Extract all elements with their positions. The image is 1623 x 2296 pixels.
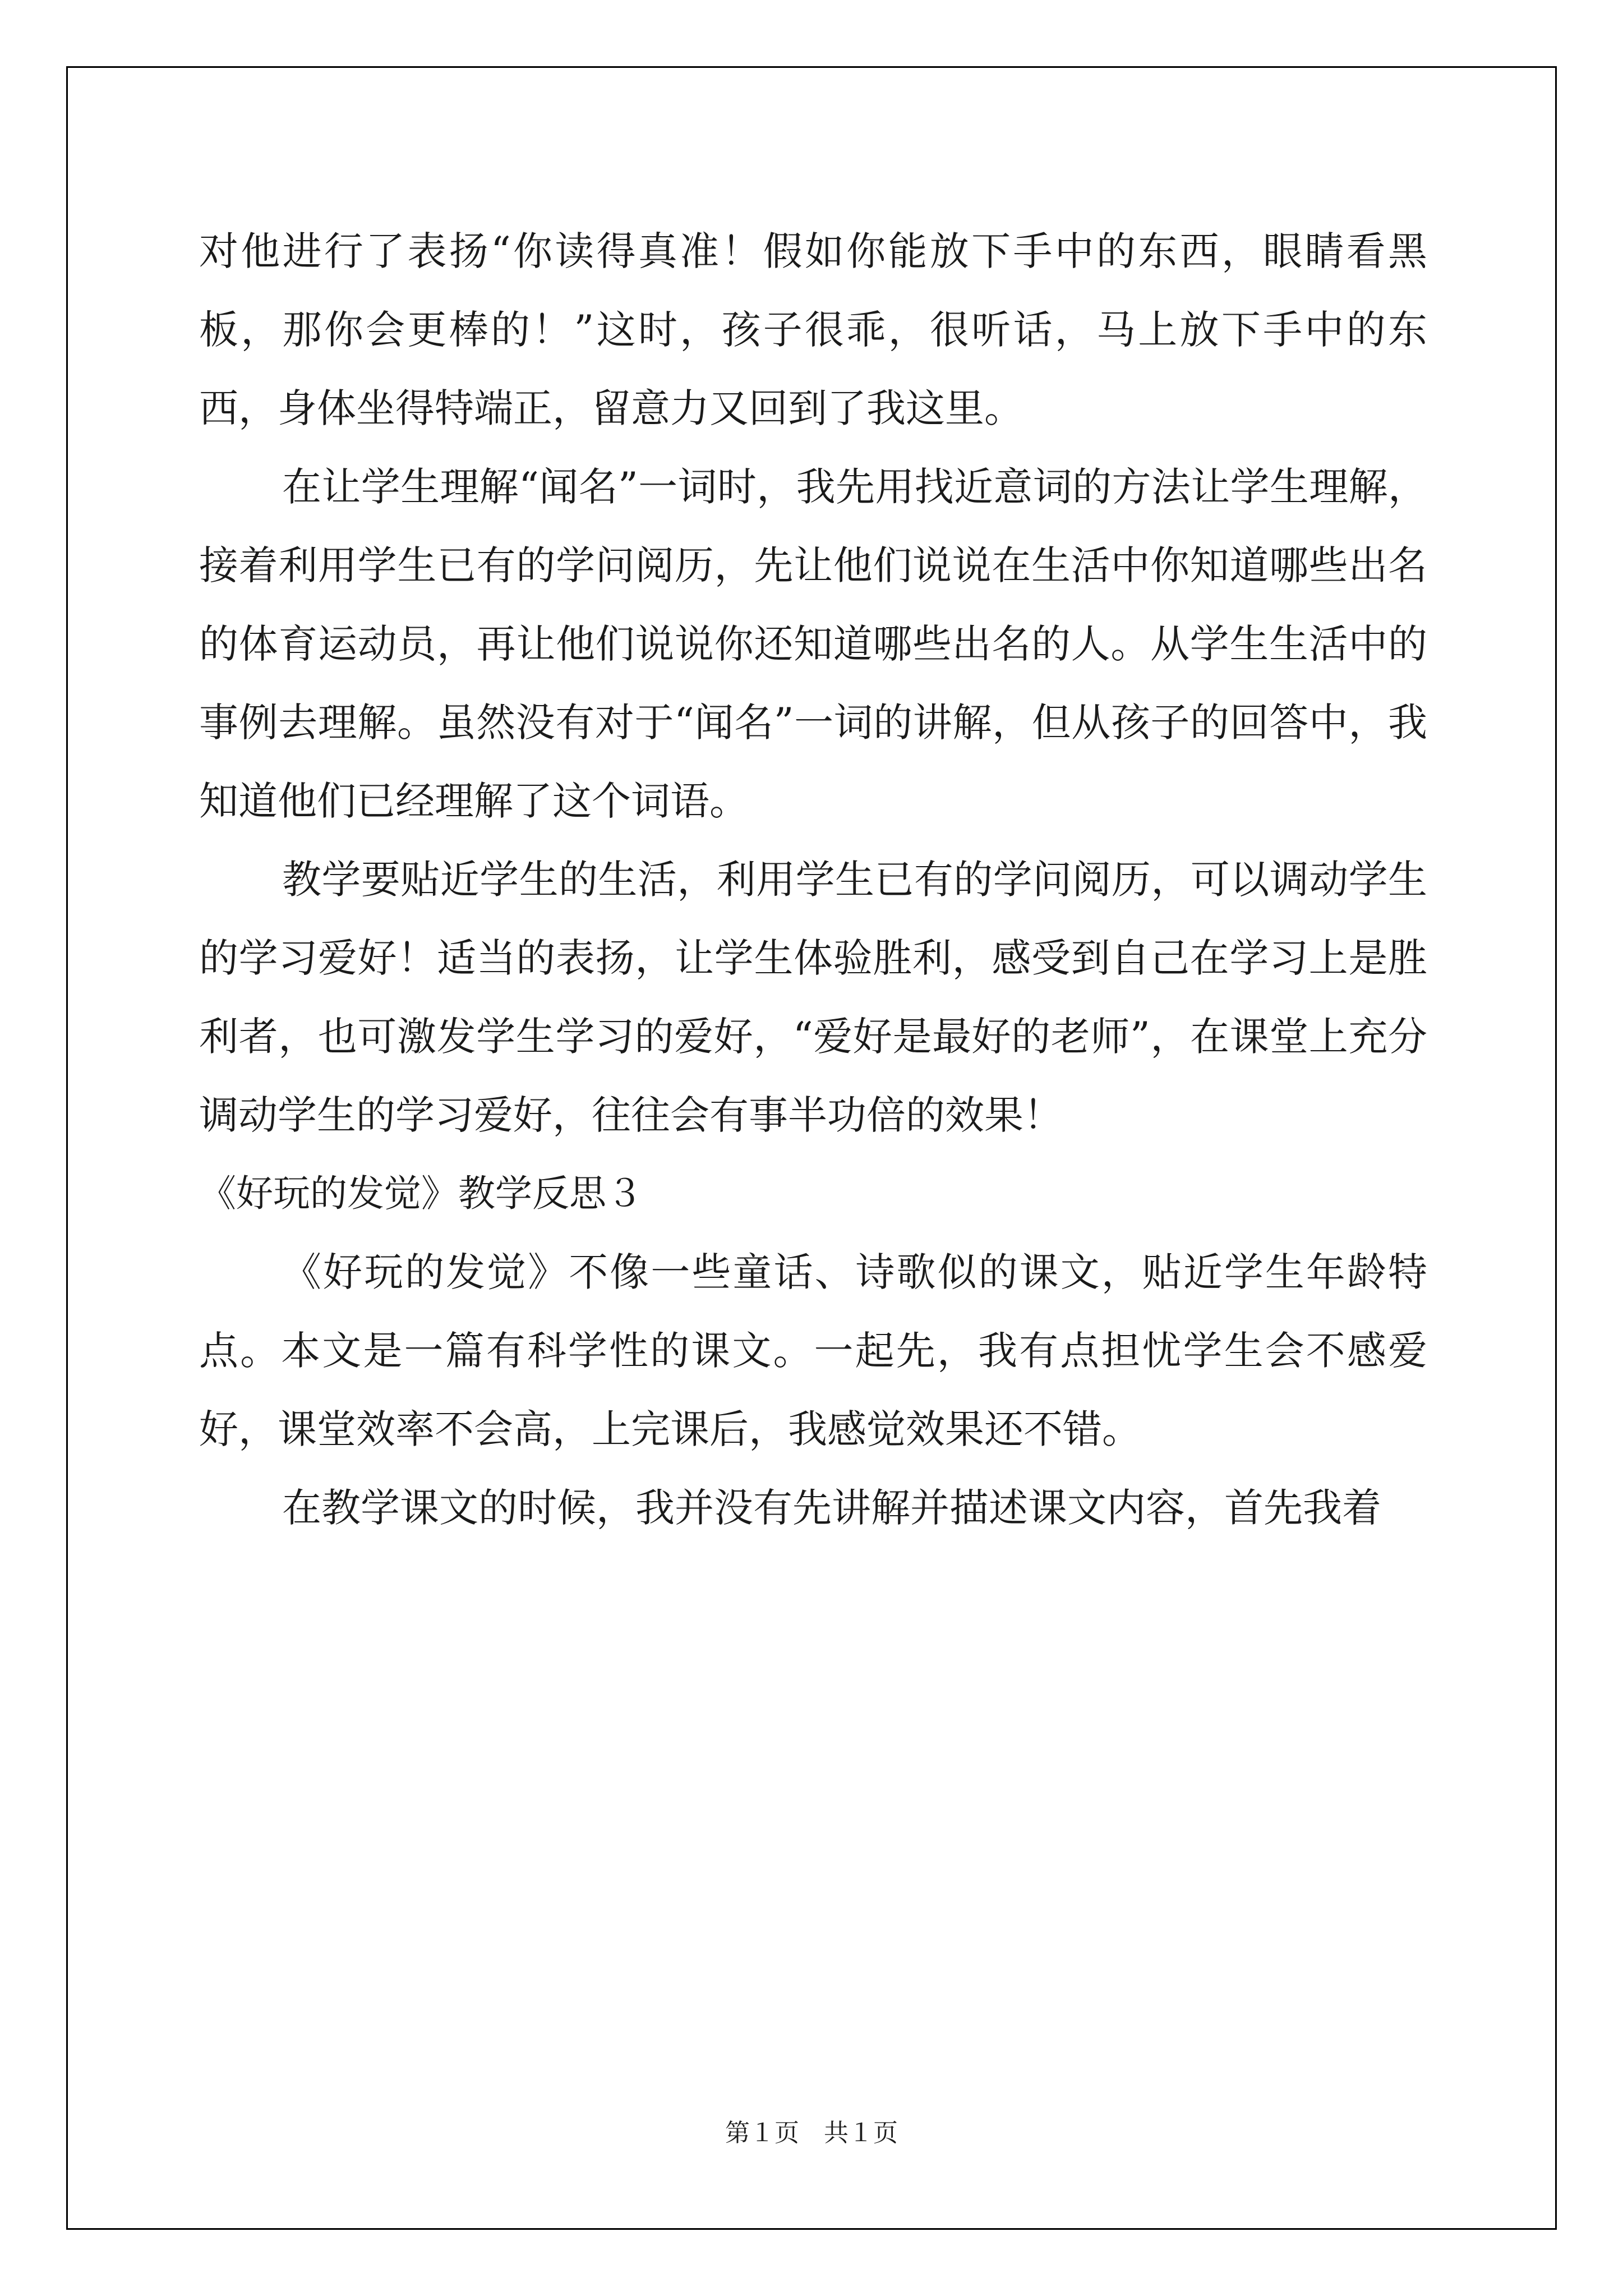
- paragraph: 在让学生理解“闻名”一词时，我先用找近意词的方法让学生理解，接着利用学生已有的学问阅历，先让他们说说在生活中你知道哪些出名的体育运动员，再让他们说说你还知道哪些出名的人。从学生生活中的事例去理解。虽然没有对于“闻名”一词的讲解，但从孩子的回答中，我知道他们已经理解了这个词语。: [199, 464, 1427, 824]
- page-footer: 第１页 共１页: [725, 2119, 898, 2147]
- section-heading: 《好玩的发觉》教学反思３: [199, 1172, 643, 1215]
- paragraph-continued: 对他进行了表扬“你读得真准！假如你能放下手中的东西，眼睛看黑板，那你会更棒的！”这时，孩子很乖，很听话，马上放下手中的东西，身体坐得特端正，留意力又回到了我这里。: [199, 228, 1427, 431]
- document-body: [199, 212, 1427, 1547]
- paragraph: 教学要贴近学生的生活，利用学生已有的学问阅历，可以调动学生的学习爱好！适当的表扬，让学生体验胜利，感受到自己在学习上是胜利者，也可激发学生学习的爱好，“爱好是最好的老师”，在课堂上充分调动学生的学习爱好，往往会有事半功倍的效果！: [199, 857, 1427, 1138]
- paragraph: 《好玩的发觉》不像一些童话、诗歌似的课文，贴近学生年龄特点。本文是一篇有科学性的课文。一起先，我有点担忧学生会不感爱好，课堂效率不会高，上完课后，我感觉效果还不错。: [199, 1249, 1427, 1452]
- paragraph: 在教学课文的时候，我并没有先讲解并描述课文内容，首先我着: [282, 1485, 1381, 1531]
